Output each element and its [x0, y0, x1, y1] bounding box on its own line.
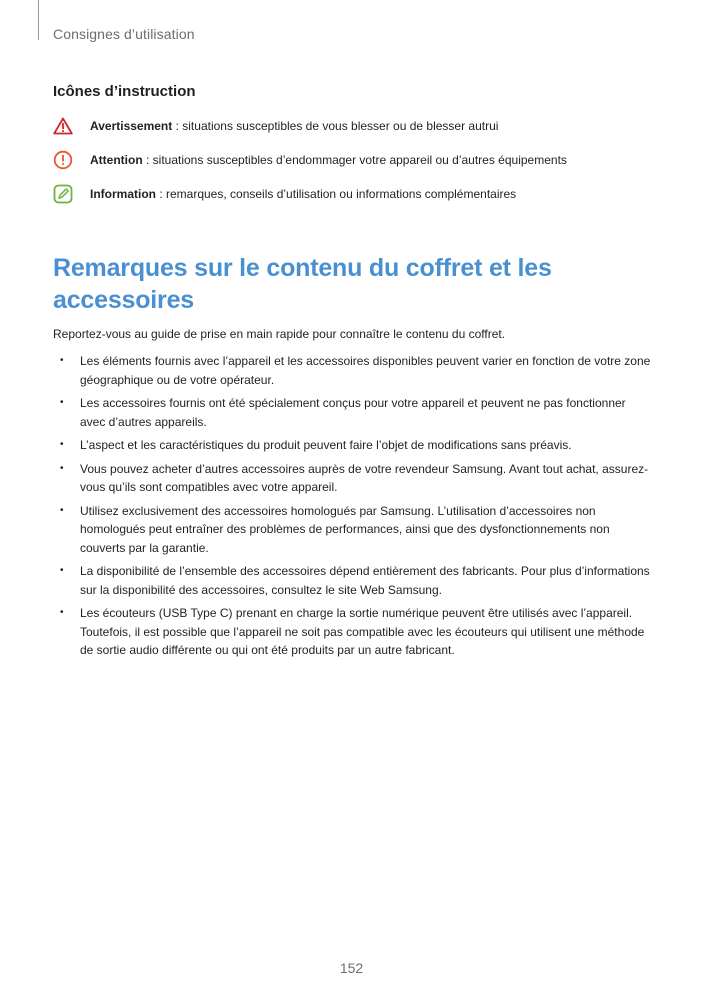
bullet-glyph: • [60, 565, 64, 576]
list-item-text: Utilisez exclusivement des accessoires homologués par Samsung. L’utilisation d’accessoires non homologués peut entraîner des problèmes de performances, ainsi que des dysfonctionnements non couverts par la garantie. [80, 503, 610, 555]
warning-row [53, 116, 498, 136]
section-title-line-2: accessoires [53, 286, 194, 314]
list-item [53, 562, 653, 599]
information-term: Information [90, 187, 156, 201]
section-title-line-1: Remarques sur le contenu du coffret et les [53, 254, 552, 282]
list-item [53, 604, 653, 660]
information-row [53, 184, 516, 204]
bullet-glyph: • [60, 504, 64, 516]
list-item [53, 460, 653, 497]
bullet-glyph: • [60, 462, 64, 474]
caution-term: Attention [90, 153, 143, 167]
note-pencil-icon [53, 184, 75, 204]
list-item [53, 436, 653, 455]
list-item-text: La disponibilité de l’ensemble des accessoires dépend entièrement des fabricants. Pour plus d’informations sur la disponibilité des accessoires, consultez le site Web Samsung. [80, 564, 650, 597]
list-item-text: Les écouteurs (USB Type C) prenant en charge la sortie numérique peuvent être utilisés avec l’appareil. Toutefois, il est possible que l’appareil ne soit pas compatible avec les écouteurs qui utilisent une méthode de sortie audio différente ou qui ont été produits par un autre fabricant. [80, 606, 645, 657]
accessories-bullet-list [53, 352, 653, 665]
instruction-icons-heading: Icônes d’instruction [53, 83, 196, 100]
list-item [53, 394, 653, 431]
caution-circle-icon [53, 150, 75, 170]
information-description: : remarques, conseils d’utilisation ou informations complémentaires [156, 187, 517, 201]
section-title [53, 252, 653, 316]
list-item [53, 352, 653, 389]
warning-description: : situations susceptibles de vous blesser ou de blesser autrui [172, 119, 499, 133]
list-item-text: Les éléments fournis avec l’appareil et les accessoires disponibles peuvent varier en fonction de votre zone géographique ou de votre opérateur. [80, 354, 651, 387]
section-intro: Reportez-vous au guide de prise en main rapide pour connaître le contenu du coffret. [53, 327, 506, 341]
list-item-text: L’aspect et les caractéristiques du produit peuvent faire l’objet de modifications sans préavis. [80, 438, 572, 452]
caution-row [53, 150, 567, 170]
warning-triangle-icon [53, 116, 75, 136]
page-number: 152 [339, 960, 364, 976]
list-item-text: Vous pouvez acheter d’autres accessoires auprès de votre revendeur Samsung. Avant tout achat, assurez-vous qu’ils sont compatibles avec votre appareil. [80, 461, 649, 494]
warning-term: Avertissement [90, 119, 173, 133]
margin-rule [38, 0, 39, 40]
bullet-glyph: • [60, 607, 64, 618]
list-item [53, 502, 653, 558]
bullet-glyph: • [60, 439, 64, 450]
running-header: Consignes d’utilisation [53, 26, 195, 42]
bullet-glyph: • [60, 397, 64, 408]
list-item-text: Les accessoires fournis ont été spécialement conçus pour votre appareil et peuvent ne pas fonctionner avec d’autres appareils. [80, 396, 626, 429]
bullet-glyph: • [60, 355, 64, 366]
caution-description: : situations susceptibles d’endommager votre appareil ou d’autres équipements [142, 153, 567, 167]
